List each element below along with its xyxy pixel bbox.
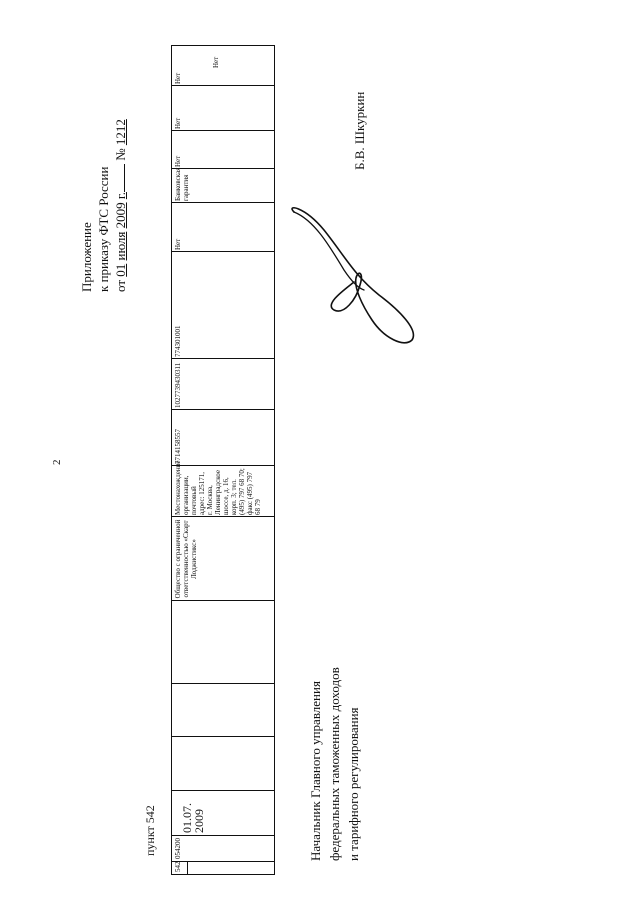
table-date: 01.07. 2009	[180, 803, 206, 833]
signatory-title: Начальник Главного управления федеральных таможенных доходов и тарифного регулирования	[308, 667, 361, 861]
annex-title: Приложение	[79, 222, 94, 292]
table-row-number: 542	[174, 861, 182, 872]
table-address: Местонахождение организации, почтовый адрес: 125171, г. Москва, Ленинградское шоссе, д. 16, корп. 3; тел. (495) 797 68 70; факс (495) 797 68 79	[174, 460, 262, 515]
table-kpp: 774301001	[174, 325, 182, 357]
table-inn: 7714158557	[174, 429, 182, 464]
table-net-5: Нет	[212, 56, 220, 68]
page-number: 2	[51, 459, 63, 465]
table-guarantee: Банковская гарантия	[174, 167, 190, 201]
table-net-2: Нет	[174, 155, 182, 167]
table-code: 054200	[174, 838, 182, 859]
annex-order-date: от 01 июля 2009 г. № 1212	[113, 119, 128, 292]
order-number: 1212	[113, 119, 128, 146]
order-day: 01	[113, 263, 128, 277]
table-net-3: Нет	[174, 117, 182, 129]
handwritten-signature	[284, 200, 424, 350]
order-month: июля	[113, 231, 128, 261]
annex-order-ref: к приказу ФТС России	[96, 166, 111, 292]
order-year: 2009	[113, 202, 128, 229]
register-table	[171, 45, 275, 875]
table-ogrn: 1027739430311	[174, 362, 182, 408]
signatory-name: Б.В. Шкуркин	[352, 91, 367, 170]
annex-header	[78, 119, 129, 292]
table-net-4: Нет	[174, 72, 182, 84]
table-net-1: Нет	[174, 238, 182, 250]
table-org-name: Общество с ограниченной ответственностью «Скарт Лоджистикс»	[174, 519, 198, 599]
section-label: пункт 542	[143, 805, 157, 856]
